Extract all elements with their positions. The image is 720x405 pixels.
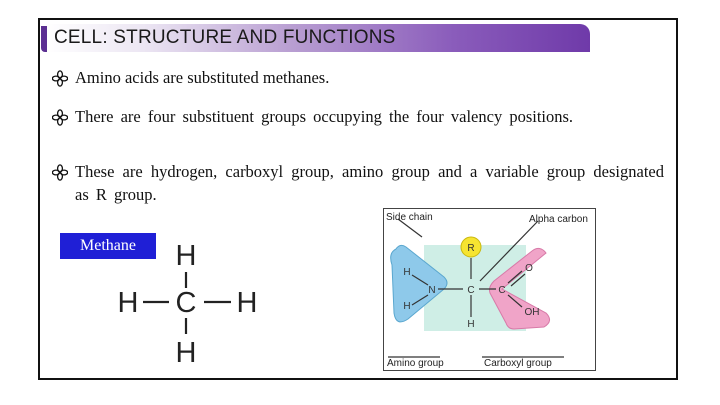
methane-atom-top: H bbox=[175, 240, 197, 272]
atom-h-bottom: H bbox=[467, 319, 475, 330]
atom-c-carboxyl: C bbox=[498, 285, 506, 296]
diamond-bullet-icon bbox=[52, 160, 68, 183]
diamond-bullet-icon bbox=[52, 66, 68, 89]
atom-h-bottom-left: H bbox=[403, 301, 411, 312]
bullet-item-1 bbox=[52, 66, 664, 89]
atom-r: R bbox=[467, 243, 475, 254]
methane-atom-center: C bbox=[175, 287, 197, 319]
bullet-text: These are hydrogen, carboxyl group, amino group and a variable group designated as R group. bbox=[75, 162, 664, 204]
methane-label: Methane bbox=[60, 233, 156, 259]
methane-atom-bottom: H bbox=[175, 337, 197, 369]
atom-c-alpha: C bbox=[467, 285, 475, 296]
bullet-text: Amino acids are substituted methanes. bbox=[75, 68, 330, 87]
diamond-bullet-icon bbox=[52, 105, 68, 128]
atom-n: N bbox=[428, 285, 436, 296]
atom-oh: OH bbox=[524, 307, 540, 318]
bullet-text: There are four substituent groups occupying the four valency positions. bbox=[75, 107, 574, 126]
atom-o: O bbox=[525, 263, 533, 274]
methane-atom-right: H bbox=[236, 287, 258, 319]
bullet-item-3 bbox=[52, 160, 664, 206]
amino-acid-diagram bbox=[384, 209, 595, 370]
carboxyl-group-label: Carboxyl group bbox=[484, 358, 552, 369]
methane-structure bbox=[100, 232, 280, 372]
bullet-item-2 bbox=[52, 105, 664, 128]
methane-atom-left: H bbox=[117, 287, 139, 319]
side-chain-label: Side chain bbox=[386, 212, 433, 223]
slide-title: CELL: STRUCTURE AND FUNCTIONS bbox=[54, 27, 396, 48]
alpha-carbon-label: Alpha carbon bbox=[529, 214, 588, 225]
atom-h-top-left: H bbox=[403, 267, 411, 278]
amino-group-label: Amino group bbox=[387, 358, 444, 369]
amino-acid-figure bbox=[383, 208, 596, 371]
